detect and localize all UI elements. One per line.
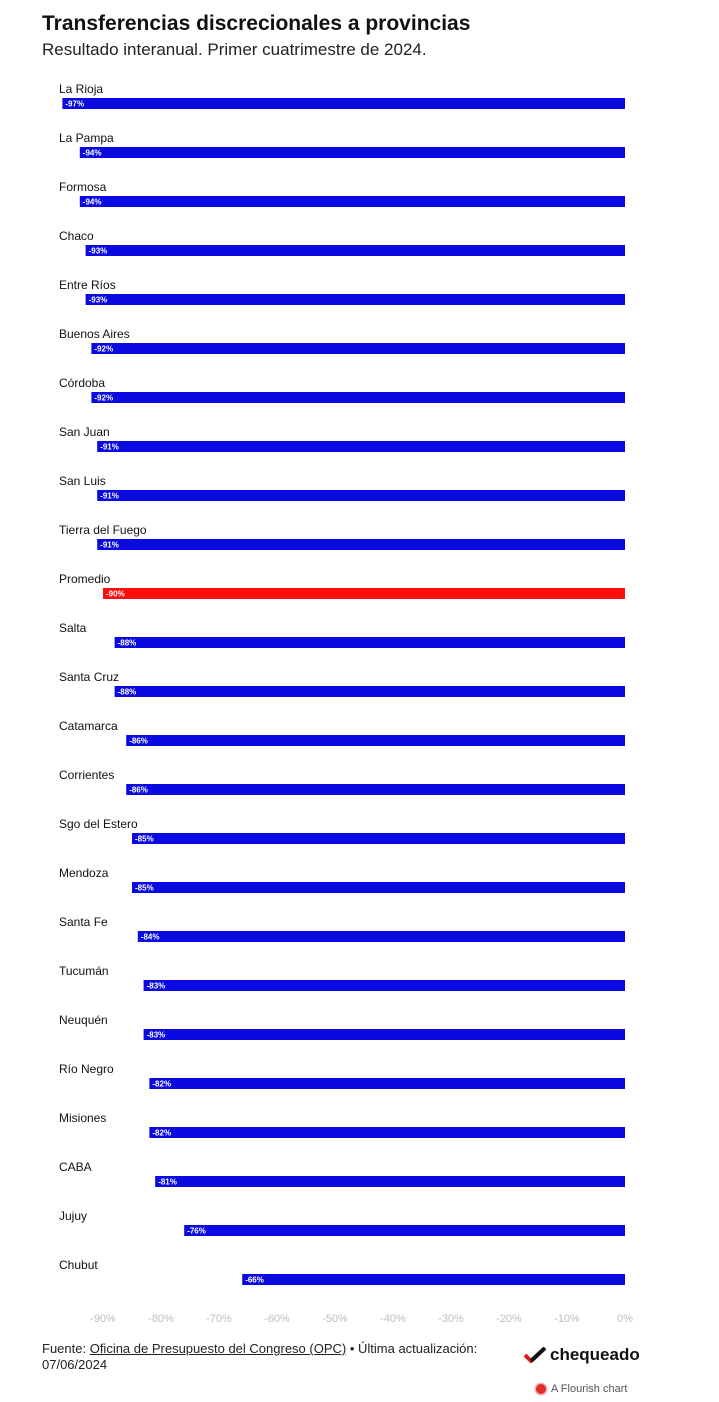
category-label: Sgo del Estero <box>59 817 138 831</box>
category-label: Río Negro <box>59 1062 114 1076</box>
value-label: -91% <box>100 540 119 550</box>
x-tick-label: -50% <box>322 1313 348 1325</box>
category-label: Córdoba <box>59 376 106 390</box>
x-tick-label: -80% <box>148 1313 174 1325</box>
value-label: -86% <box>129 785 148 795</box>
bar[interactable] <box>126 784 625 795</box>
bar[interactable] <box>242 1274 625 1285</box>
category-label: Catamarca <box>59 719 118 733</box>
value-label: -97% <box>65 99 85 109</box>
bar[interactable] <box>132 882 625 893</box>
bar[interactable] <box>91 392 625 403</box>
x-tick-label: -30% <box>438 1313 464 1325</box>
x-tick-label: -10% <box>554 1313 580 1325</box>
bar[interactable] <box>86 294 625 305</box>
x-tick-label: -90% <box>90 1313 116 1325</box>
value-label: -85% <box>135 883 154 893</box>
x-tick-label: -40% <box>380 1313 406 1325</box>
category-label: Entre Ríos <box>59 278 116 292</box>
value-label: -91% <box>100 491 119 501</box>
source-link[interactable]: Oficina de Presupuesto del Congreso (OPC) <box>89 1341 347 1356</box>
value-label: -85% <box>135 834 154 844</box>
bar[interactable] <box>97 539 625 550</box>
value-label: -92% <box>94 344 114 354</box>
flourish-label: A Flourish chart <box>551 1383 628 1395</box>
bar[interactable] <box>149 1078 625 1089</box>
brand-name: chequeado <box>550 1345 640 1364</box>
category-label: Buenos Aires <box>59 327 130 341</box>
category-label: Mendoza <box>59 866 109 880</box>
value-label: -94% <box>82 148 102 158</box>
category-label: Tucumán <box>59 964 109 978</box>
category-label: San Juan <box>59 425 110 439</box>
category-label: Corrientes <box>59 768 115 782</box>
bar[interactable] <box>149 1127 625 1138</box>
source-prefix: Fuente: <box>42 1341 90 1356</box>
category-label: Neuquén <box>59 1013 108 1027</box>
category-label: La Pampa <box>59 131 114 145</box>
category-label: Tierra del Fuego <box>59 523 147 537</box>
source-note <box>42 1341 512 1373</box>
chart-subtitle: Resultado interanual. Primer cuatrimestre de 2024. <box>42 40 427 59</box>
bar[interactable] <box>115 686 625 697</box>
x-tick-label: -70% <box>206 1313 232 1325</box>
value-label: -93% <box>88 246 108 256</box>
bar[interactable] <box>91 343 625 354</box>
bar[interactable] <box>155 1176 625 1187</box>
bar[interactable] <box>62 98 625 109</box>
flourish-credit[interactable] <box>536 1383 627 1395</box>
bar[interactable] <box>144 980 625 991</box>
x-tick-label: 0% <box>617 1313 633 1325</box>
value-label: -94% <box>82 197 102 207</box>
x-tick-label: -20% <box>496 1313 522 1325</box>
category-label: Chaco <box>59 229 94 243</box>
x-tick-label: -60% <box>264 1313 290 1325</box>
value-label: -90% <box>106 589 125 599</box>
flourish-icon <box>536 1384 546 1394</box>
value-label: -82% <box>152 1128 172 1138</box>
bar[interactable] <box>80 147 625 158</box>
value-label: -81% <box>158 1177 177 1187</box>
value-label: -83% <box>146 1030 166 1040</box>
bar[interactable] <box>138 931 625 942</box>
value-label: -88% <box>117 687 137 697</box>
category-label: Santa Cruz <box>59 670 120 684</box>
source-suffix: • Última actualización: 07/06/2024 <box>42 1341 478 1372</box>
bar[interactable] <box>115 637 625 648</box>
bar[interactable] <box>132 833 625 844</box>
chart-title: Transferencias discrecionales a provincias <box>42 12 471 35</box>
check-logo-icon <box>524 1347 546 1363</box>
category-label: CABA <box>59 1160 92 1174</box>
category-label: La Rioja <box>59 82 104 96</box>
value-label: -86% <box>129 736 148 746</box>
bar[interactable] <box>126 735 625 746</box>
average-bar[interactable] <box>103 588 625 599</box>
bar[interactable] <box>97 441 625 452</box>
value-label: -92% <box>94 393 114 403</box>
category-label: San Luis <box>59 474 106 488</box>
value-label: -82% <box>152 1079 172 1089</box>
bar[interactable] <box>80 196 625 207</box>
category-label: Salta <box>59 621 87 635</box>
value-label: -76% <box>187 1226 206 1236</box>
value-label: -83% <box>146 981 166 991</box>
value-label: -91% <box>100 442 119 452</box>
bar[interactable] <box>184 1225 625 1236</box>
category-label: Chubut <box>59 1258 98 1272</box>
bar[interactable] <box>86 245 625 256</box>
category-label: Promedio <box>59 572 111 586</box>
value-label: -84% <box>140 932 160 942</box>
value-label: -88% <box>117 638 137 648</box>
chequeado-logo[interactable] <box>524 1345 640 1365</box>
category-label: Formosa <box>59 180 107 194</box>
bar[interactable] <box>97 490 625 501</box>
category-label: Santa Fe <box>59 915 108 929</box>
value-label: -66% <box>245 1275 264 1285</box>
bar[interactable] <box>144 1029 625 1040</box>
category-label: Jujuy <box>59 1209 88 1223</box>
category-label: Misiones <box>59 1111 107 1125</box>
value-label: -93% <box>88 295 108 305</box>
